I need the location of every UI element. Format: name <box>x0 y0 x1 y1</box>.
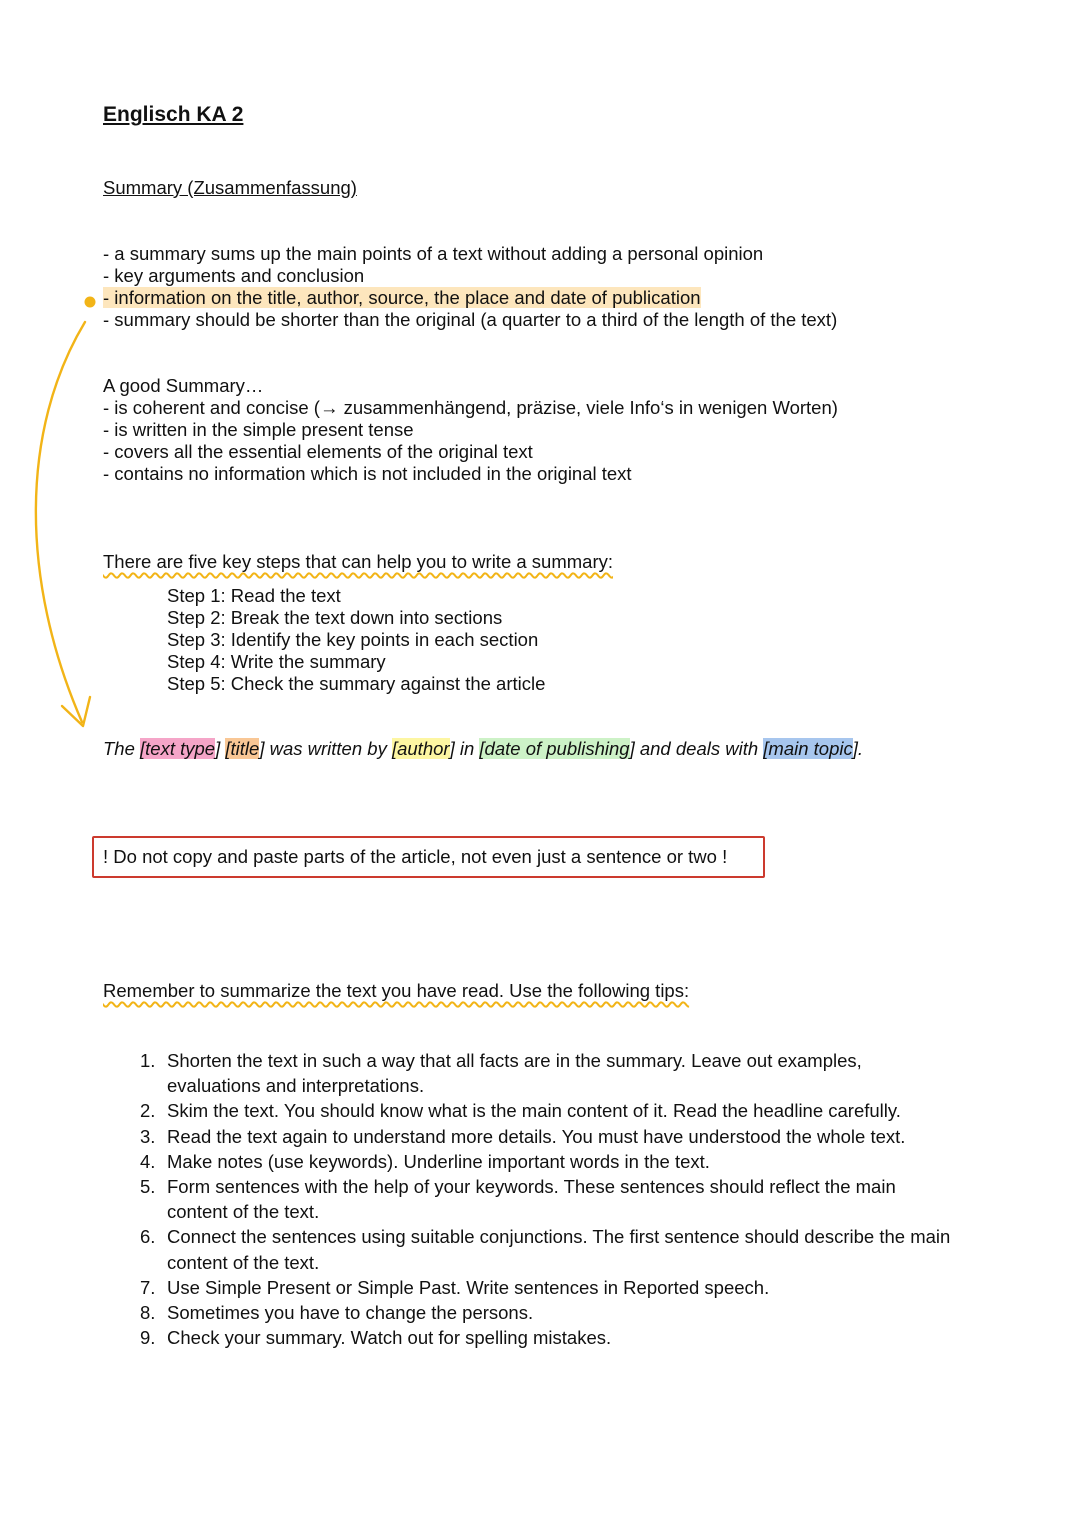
tips-heading <box>103 980 689 1002</box>
template-text: The <box>103 738 141 759</box>
tip-item <box>140 1149 997 1174</box>
template-sentence <box>103 738 863 760</box>
tip-item <box>140 1325 997 1350</box>
annotation-dot <box>85 297 96 308</box>
warning-box: ! Do not copy and paste parts of the article, not even just a sentence or two ! <box>92 836 765 878</box>
template-text: ] was written by <box>259 738 392 759</box>
tip-line: Shorten the text in such a way that all facts are in the summary. Leave out examples, <box>167 1050 862 1071</box>
step-item: Step 1: Read the text <box>167 585 341 606</box>
list-item: - covers all the essential elements of the original text <box>103 441 533 462</box>
tip-number: 3. <box>140 1125 156 1147</box>
tip-item <box>140 1048 997 1098</box>
step-item: Step 5: Check the summary against the article <box>167 673 546 694</box>
tip-line: content of the text. <box>167 1251 320 1273</box>
list-item: - is written in the simple present tense <box>103 419 414 440</box>
annotation-arrowhead <box>62 697 90 726</box>
tip-item <box>140 1224 997 1274</box>
step-item: Step 2: Break the text down into sections <box>167 607 503 628</box>
steps-heading-text: There are five key steps that can help you to write a summary: <box>103 551 614 572</box>
list-item: - contains no information which is not included in the original text <box>103 463 632 484</box>
annotation-curve <box>36 322 85 722</box>
list-item: - a summary sums up the main points of a text without adding a personal opinion <box>103 243 764 264</box>
placeholder-main-topic: [main topic <box>763 738 853 759</box>
tip-item <box>140 1124 997 1149</box>
section-title-summary: Summary (Zusammenfassung) <box>103 177 357 198</box>
tip-number: 2. <box>140 1100 156 1122</box>
good-summary-section <box>103 375 838 485</box>
tips-list <box>140 1048 997 1350</box>
placeholder-title: [title <box>225 738 260 759</box>
tip-number: 6. <box>140 1226 156 1248</box>
placeholder-author: [author <box>391 738 450 759</box>
list-item: - key arguments and conclusion <box>103 265 365 286</box>
good-summary-heading: A good Summary… <box>103 375 264 396</box>
list-item: - is coherent and concise (→ zusammenhängend, präzise, viele Info‘s in wenigen Worten) <box>103 397 838 418</box>
template-text: ] in <box>449 738 480 759</box>
page-title: Englisch KA 2 <box>103 103 244 126</box>
tip-line: Make notes (use keywords). Underline important words in the text. <box>167 1150 710 1172</box>
tips-heading-text: Remember to summarize the text you have read. Use the following tips: <box>103 980 690 1001</box>
tip-item <box>140 1098 997 1123</box>
placeholder-text-type: [text type <box>140 738 216 759</box>
tip-number: 9. <box>140 1327 156 1349</box>
tip-line: Skim the text. You should know what is the main content of it. Read the headline carefully. <box>167 1100 901 1122</box>
steps-heading <box>103 551 613 573</box>
tip-line: Form sentences with the help of your keywords. These sentences should reflect the main <box>167 1176 896 1198</box>
highlighted-text: - information on the title, author, source, the place and date of publication <box>103 287 701 308</box>
tip-line: Sometimes you have to change the persons. <box>167 1302 534 1324</box>
summary-points-list <box>103 243 837 331</box>
tip-line: Read the text again to understand more details. You must have understood the whole text. <box>167 1125 906 1147</box>
tip-item <box>140 1174 997 1224</box>
tip-number: 8. <box>140 1302 156 1324</box>
tip-number: 5. <box>140 1176 156 1198</box>
tip-line: Check your summary. Watch out for spelling mistakes. <box>167 1327 612 1349</box>
step-item: Step 3: Identify the key points in each section <box>167 629 539 650</box>
placeholder-date: [date of publishing <box>479 738 630 759</box>
list-item: - summary should be shorter than the original (a quarter to a third of the length of the text) <box>103 309 838 330</box>
tip-item <box>140 1300 997 1325</box>
tip-number: 4. <box>140 1150 156 1172</box>
tip-line: content of the text. <box>167 1201 320 1223</box>
list-item <box>103 287 837 309</box>
tip-line: Connect the sentences using suitable conjunctions. The first sentence should describe the main <box>167 1226 951 1248</box>
step-item: Step 4: Write the summary <box>167 651 386 672</box>
tip-line: evaluations and interpretations. <box>167 1075 425 1097</box>
steps-list <box>167 585 545 695</box>
tip-number: 7. <box>140 1276 156 1298</box>
tip-item <box>140 1275 997 1300</box>
template-text: ] <box>215 738 226 759</box>
tip-number: 1. <box>140 1050 156 1071</box>
template-text: ]. <box>852 738 864 759</box>
template-text: ] and deals with <box>629 738 764 759</box>
tip-line: Use Simple Present or Simple Past. Write sentences in Reported speech. <box>167 1276 770 1298</box>
